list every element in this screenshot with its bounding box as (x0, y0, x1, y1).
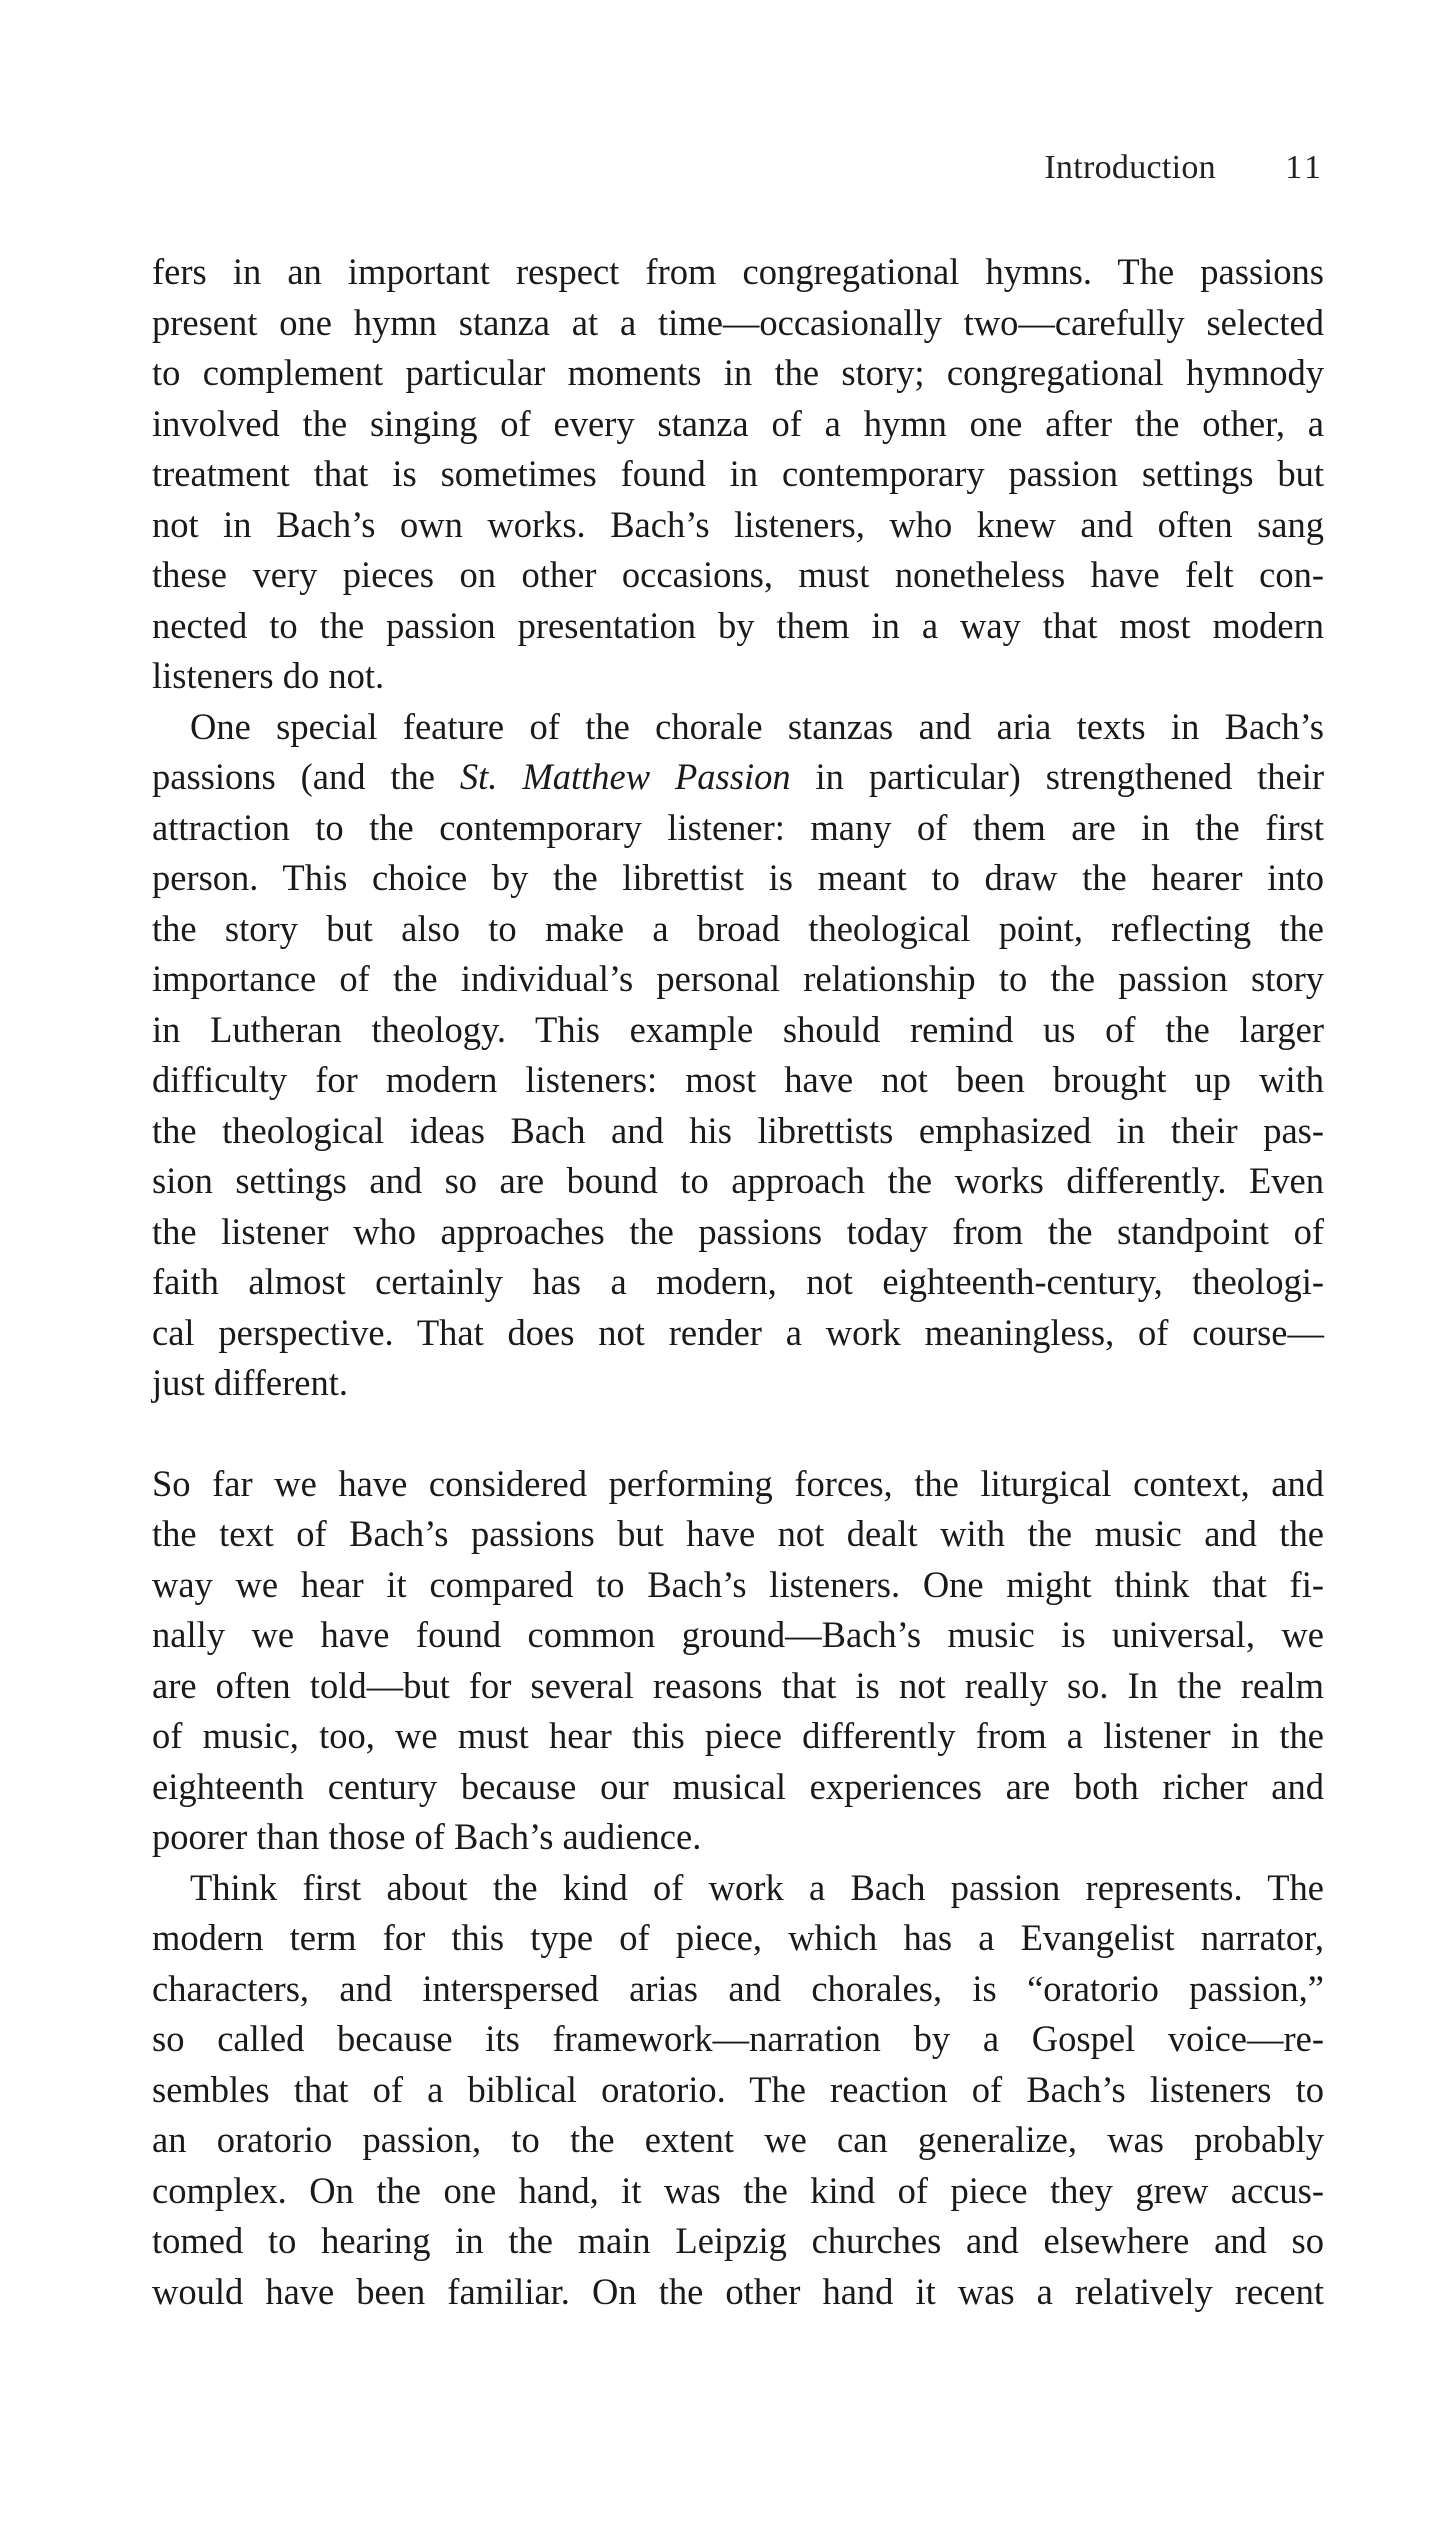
text-line: these very pieces on other occasions, must nonetheless have felt con- (152, 554, 1324, 595)
body-text (152, 247, 1324, 2317)
text-line: difficulty for modern listeners: most have not been brought up with (152, 1059, 1324, 1100)
text-segment: passions (and the (152, 756, 460, 797)
text-line: characters, and interspersed arias and chorales, is “oratorio passion,” (152, 1967, 1324, 2009)
text-line: an oratorio passion, to the extent we can generalize, was probably (152, 2119, 1324, 2160)
paragraph-2 (152, 702, 1324, 1409)
text-line: modern term for this type of piece, which has a Evangelist narrator, (152, 1917, 1324, 1958)
text-line: One special feature of the chorale stanzas and aria texts in Bach’s (190, 705, 1324, 747)
text-segment: in particular) strengthened their (790, 756, 1325, 797)
text-line: cal perspective. That does not render a work meaningless, of course— (152, 1311, 1324, 1353)
text-line: importance of the individual’s personal relationship to the passion story (152, 958, 1324, 999)
running-head (152, 148, 1324, 188)
text-line: in Lutheran theology. This example should remind us of the larger (152, 1008, 1324, 1050)
paragraph-3 (152, 1459, 1324, 1863)
text-line: the theological ideas Bach and his librettists emphasized in their pas- (152, 1109, 1324, 1151)
text-line: attraction to the contemporary listener: many of them are in the first (152, 806, 1324, 848)
running-title: Introduction (1044, 149, 1216, 186)
text-line: fers in an important respect from congregational hymns. The passions (152, 251, 1324, 292)
text-line: person. This choice by the librettist is meant to draw the hearer into (152, 857, 1324, 898)
text-line: faith almost certainly has a modern, not eighteenth-century, theologi- (152, 1261, 1324, 1302)
text-line: to complement particular moments in the story; congregational hymnody (152, 352, 1324, 393)
text-line: complex. On the one hand, it was the kind of piece they grew accus- (152, 2169, 1324, 2211)
section-break (152, 1409, 1324, 1459)
text-line: present one hymn stanza at a time—occasionally two—carefully selected (152, 301, 1324, 343)
paragraph-4 (152, 1863, 1324, 2318)
paragraph-1 (152, 247, 1324, 702)
text-line: are often told—but for several reasons that is not really so. In the realm (152, 1664, 1324, 1706)
text-line: Think first about the kind of work a Bach passion represents. The (190, 1866, 1324, 1908)
page-number: 11 (1285, 149, 1324, 186)
text-line: the listener who approaches the passions today from the standpoint of (152, 1210, 1324, 1252)
text-line: so called because its framework—narration by a Gospel voice—re- (152, 2018, 1324, 2059)
text-line: of music, too, we must hear this piece differently from a listener in the (152, 1715, 1324, 1756)
text-line: eighteenth century because our musical experiences are both richer and (152, 1765, 1324, 1807)
text-line: would have been familiar. On the other hand it was a relatively recent (152, 2270, 1324, 2312)
text-line: So far we have considered performing forces, the liturgical context, and (152, 1462, 1324, 1504)
text-line: nally we have found common ground—Bach’s music is universal, we (152, 1614, 1324, 1655)
text-line: treatment that is sometimes found in contemporary passion settings but (152, 453, 1324, 494)
text-line: nected to the passion presentation by them in a way that most modern (152, 604, 1324, 646)
text-line: way we hear it compared to Bach’s listeners. One might think that fi- (152, 1563, 1324, 1605)
text-line: involved the singing of every stanza of a hymn one after the other, a (152, 402, 1324, 444)
text-line: sion settings and so are bound to approach the works differently. Even (152, 1160, 1324, 1201)
text-line: listeners do not. (152, 655, 385, 696)
text-line: the text of Bach’s passions but have not dealt with the music and the (152, 1513, 1324, 1554)
text-line: sembles that of a biblical oratorio. The reaction of Bach’s listeners to (152, 2068, 1324, 2110)
text-line-with-title (152, 752, 1324, 803)
work-title: St. Matthew Passion (459, 756, 791, 797)
text-line: tomed to hearing in the main Leipzig churches and elsewhere and so (152, 2220, 1324, 2261)
text-line: the story but also to make a broad theological point, reflecting the (152, 907, 1324, 949)
text-line: just different. (152, 1362, 348, 1403)
text-line: poorer than those of Bach’s audience. (152, 1816, 702, 1857)
text-line: not in Bach’s own works. Bach’s listeners, who knew and often sang (152, 503, 1324, 545)
